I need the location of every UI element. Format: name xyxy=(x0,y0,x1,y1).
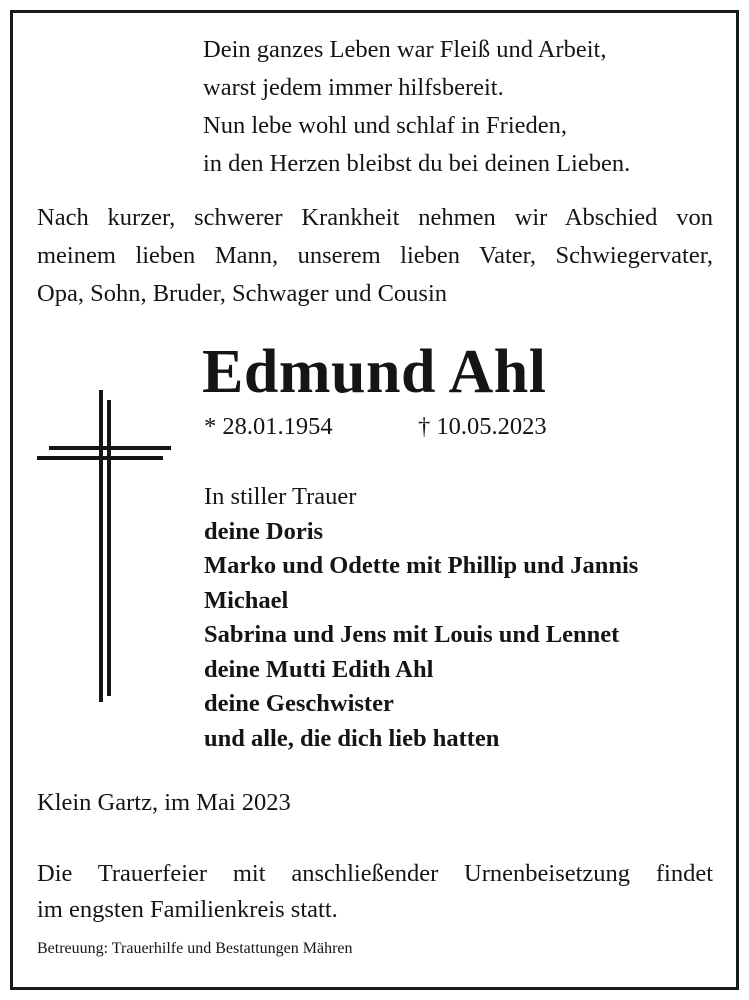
funeral-line: im engsten Familienkreis statt. xyxy=(37,896,338,923)
mourner-name: deine Geschwister xyxy=(204,690,394,717)
intro-line: Nach kurzer, schwerer Krankheit nehmen wir Abschied von xyxy=(37,204,713,231)
intro-line: meinem lieben Mann, unserem lieben Vater, Schwiegervater, xyxy=(37,242,713,269)
mourners-heading: In stiller Trauer xyxy=(204,483,357,510)
death-date: † 10.05.2023 xyxy=(418,413,547,440)
mourner-name: Sabrina und Jens mit Louis und Lennet xyxy=(204,621,620,648)
poem-line: Dein ganzes Leben war Fleiß und Arbeit, xyxy=(203,36,607,63)
intro-line: Opa, Sohn, Bruder, Schwager und Cousin xyxy=(37,280,448,307)
place-date: Klein Gartz, im Mai 2023 xyxy=(37,789,291,816)
funeral-info xyxy=(37,856,713,928)
mourner-name: deine Doris xyxy=(204,517,324,545)
funeral-line: Die Trauerfeier mit anschließender Urnenbeisetzung findet xyxy=(37,860,713,887)
life-dates xyxy=(204,411,547,443)
cross-icon xyxy=(37,390,177,706)
mourner-name: Marko und Odette mit Phillip und Jannis xyxy=(204,552,639,579)
intro-text xyxy=(37,199,713,313)
mourner-name: und alle, die dich lieb hatten xyxy=(204,724,500,752)
poem-line: warst jedem immer hilfsbereit. xyxy=(203,74,504,101)
poem-line: Nun lebe wohl und schlaf in Frieden, xyxy=(203,112,568,139)
birth-date: * 28.01.1954 xyxy=(204,413,333,440)
mourners xyxy=(204,480,638,756)
funeral-home-credit: Betreuung: Trauerhilfe und Bestattungen Mähren xyxy=(37,940,353,957)
deceased-name: Edmund Ahl xyxy=(202,338,547,406)
poem-line: in den Herzen bleibst du bei deinen Lieben. xyxy=(203,150,631,177)
mourner-name: deine Mutti Edith Ahl xyxy=(204,655,434,683)
poem xyxy=(203,31,630,183)
mourner-name: Michael xyxy=(204,586,289,614)
